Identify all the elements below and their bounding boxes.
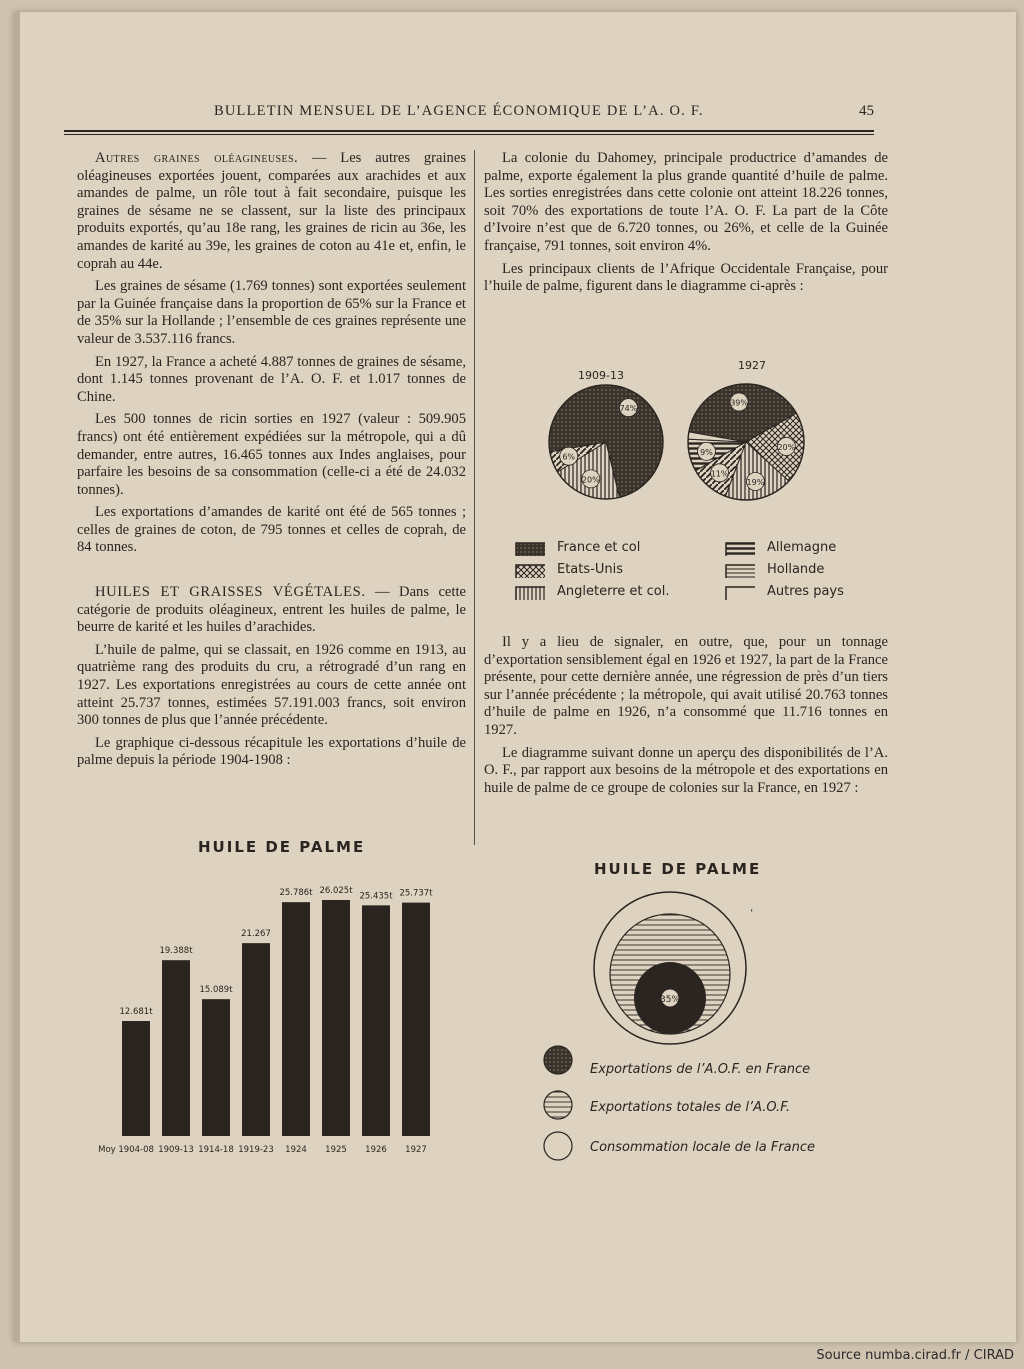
pie-1909-title: 1909-13 xyxy=(578,369,624,382)
bar-chart-title: HUILE DE PALME xyxy=(198,838,366,856)
swatch-exportations-france xyxy=(544,1046,572,1074)
bar-3 xyxy=(242,943,270,1136)
bar-tick-label-2: 1914-18 xyxy=(198,1145,234,1155)
running-header xyxy=(64,103,874,129)
legend-consommation: Consommation locale de la France xyxy=(590,1140,816,1155)
legend-label-autres: Autres pays xyxy=(767,584,844,599)
legend-swatch-etats-unis xyxy=(515,564,545,578)
stray-mark: ‘ xyxy=(750,908,754,919)
left-column xyxy=(77,150,466,775)
bar-chart xyxy=(90,870,450,1160)
paragraph-dahomey: La colonie du Dahomey, principale productrice d’amandes de palme, exporte également la plus grande quantité d’huile de palme. Les sorties enregistrées dans cette colonie ont atteint 18.226 tonnes, soit 70% des exportations de toute l’A. O. F. La part de la Côte d’Ivoire n’est que de 6.720 tonnes, ou 26%, et celle de la Guinée française, 791 tonnes, soit environ 4%. xyxy=(484,150,888,254)
bar-1 xyxy=(162,960,190,1136)
bar-0 xyxy=(122,1021,150,1136)
paragraph-sesame: Les graines de sésame (1.769 tonnes) sont exportées seulement par la Guinée française dans la proportion de 65% sur la France et de 35% sur la Hollande ; l’ensemble de ces graines représente une valeur de 3.537.116 francs. xyxy=(77,278,466,347)
bar-data-label-4: 25.786t xyxy=(279,888,313,899)
bar-5 xyxy=(322,900,350,1136)
paragraph-clients: Les principaux clients de l’Afrique Occidentale Française, pour l’huile de palme, figurent dans le diagramme ci-après : xyxy=(484,260,888,295)
paragraph-diagramme: Le diagramme suivant donne un aperçu des disponibilités de l’A. O. F., par rapport aux besoins de la métropole et des exportations en huile de palme de ce groupe de colonies sur la France, en 1927 : xyxy=(484,744,888,796)
paragraph-huiles-text: — Dans cette catégorie de produits oléagineux, entrent les huiles de palme, le beurre de karité et les huiles d’arachides. xyxy=(77,584,466,636)
bar-tick-label-5: 1925 xyxy=(325,1145,347,1155)
pieB-data-label-3: 11% xyxy=(710,469,729,479)
pie-legend xyxy=(515,538,885,608)
page-number: 45 xyxy=(859,103,874,119)
right-column-top xyxy=(484,150,888,301)
pieB-data-label-4: 9% xyxy=(700,447,713,457)
paragraph-autres-text: — Les autres graines oléagineuses exportées jouent, comparées aux arachides et aux amandes de palme, un rôle tout à fait secondaire, puisque les graines de sésame ne se classent, sur la liste des principaux produits exportés, qu’au 18e rang, les graines de ricin au 36e, les amandes de karité au 39e, les graines de coton au 41e et, enfin, le coprah au 44e. xyxy=(77,150,467,272)
circle-legend-swatches xyxy=(540,1040,580,1170)
bar-tick-label-7: 1927 xyxy=(405,1145,427,1155)
header-title: BULLETIN MENSUEL DE L’AGENCE ÉCONOMIQUE DE L’A. O. F. xyxy=(214,103,704,119)
pieB-data-label-0: 39% xyxy=(730,398,748,408)
bar-data-label-3: 21.267 xyxy=(241,929,271,940)
paragraph-signaler: Il y a lieu de signaler, en outre, que, pour un tonnage d’exportation sensiblement égal en 1926 et 1927, la part de la France présente, pour cette dernière année, une régression de près d’un tiers sur l’année précédente ; la métropole, qui avait utilisé 20.763 tonnes d’huile de palme en 1926, n’a consommé que 11.716 tonnes en 1927. xyxy=(484,634,888,738)
bar-tick-label-1: 1909-13 xyxy=(158,1145,194,1155)
legend-swatch-hollande xyxy=(725,564,755,578)
legend-swatch-angleterre xyxy=(515,586,545,600)
paragraph-graphique: Le graphique ci-dessous récapitule les exportations d’huile de palme depuis la période 1904-1908 : xyxy=(77,734,466,769)
legend-label-france: France et col xyxy=(557,540,641,555)
column-divider xyxy=(474,150,475,845)
pie-charts xyxy=(520,352,890,532)
paragraph-1927: En 1927, la France a acheté 4.887 tonnes de graines de sésame, dont 1.145 tonnes provenant de l’A. O. F. et 1.017 tonnes de Chine. xyxy=(77,353,466,405)
section-title-huiles: HUILES ET GRAISSES VÉGÉTALES. xyxy=(95,584,366,601)
bar-data-label-6: 25.435t xyxy=(359,891,393,902)
pieA-data-label-2: 6% xyxy=(562,452,576,462)
bar-7 xyxy=(402,903,430,1136)
paragraph-ricin: Les 500 tonnes de ricin sorties en 1927 (valeur : 509.905 francs) ont été entièrement expédiées sur la métropole, qui a dû demander, entre autres, 16.465 tonnes aux Indes anglaises, pour parfaire les besoins de sa consommation (celle-ci a été de 24.032 tonnes). xyxy=(77,411,466,498)
legend-label-allemagne: Allemagne xyxy=(767,540,837,555)
source-footer: Source numba.cirad.fr / CIRAD xyxy=(816,1348,1014,1363)
paragraph-huiles xyxy=(77,584,466,637)
bar-data-label-2: 15.089t xyxy=(199,985,233,996)
paragraph-autres xyxy=(77,150,466,273)
circle-chart-title: HUILE DE PALME xyxy=(594,860,762,878)
pieA-data-label-0: 74% xyxy=(619,404,638,414)
bar-data-label-1: 19.388t xyxy=(159,946,193,957)
section-gap xyxy=(77,562,466,584)
legend-swatch-autres xyxy=(725,586,755,600)
legend-exportations-totales: Exportations totales de l’A.O.F. xyxy=(590,1100,791,1115)
legend-label-hollande: Hollande xyxy=(767,562,825,577)
paragraph-karite: Les exportations d’amandes de karité ont été de 565 tonnes ; celles de graines de coton, de 795 tonnes et celles de coprah, de 84 tonnes. xyxy=(77,504,466,556)
circle-data-label: 35% xyxy=(659,995,681,1005)
pieA-data-label-1: 20% xyxy=(581,475,600,485)
bar-4 xyxy=(282,902,310,1136)
bar-data-label-7: 25.737t xyxy=(399,888,433,899)
page-binding-edge xyxy=(14,12,20,1342)
pieB-data-label-2: 19% xyxy=(746,477,765,487)
swatch-exportations-totales xyxy=(544,1091,572,1119)
bar-data-label-0: 12.681t xyxy=(119,1007,153,1018)
bar-data-label-5: 26.025t xyxy=(319,886,353,896)
concentric-circles-chart xyxy=(580,888,780,1053)
legend-swatch-france xyxy=(515,542,545,556)
bar-6 xyxy=(362,905,390,1136)
bar-tick-label-4: 1924 xyxy=(285,1145,307,1155)
bar-tick-label-0: Moy 1904-08 xyxy=(98,1145,154,1155)
bar-2 xyxy=(202,999,230,1136)
header-rule-thin xyxy=(64,134,874,135)
legend-label-etats-unis: Etats-Unis xyxy=(557,562,623,577)
paragraph-palme: L’huile de palme, qui se classait, en 1926 comme en 1913, au quatrième rang des produits du cru, a rétrogradé d’un rang en 1927. Les exportations enregistrées au cours de cette année ont atteint 25.737 tonnes, estimées 57.191.003 francs, soit environ 300 tonnes de plus que l’année précédente. xyxy=(77,641,466,729)
header-rule xyxy=(64,130,874,132)
swatch-consommation xyxy=(544,1132,572,1160)
legend-label-angleterre: Angleterre et col. xyxy=(557,584,670,599)
legend-swatch-allemagne xyxy=(725,542,755,556)
bar-tick-label-3: 1919-23 xyxy=(238,1145,274,1155)
pie-1927-title: 1927 xyxy=(738,359,766,372)
bar-tick-label-6: 1926 xyxy=(365,1145,387,1155)
right-column-middle xyxy=(484,634,888,802)
pieB-data-label-1: 20% xyxy=(777,443,796,453)
section-title-autres: Autres graines oléagineuses. xyxy=(95,150,299,166)
legend-exportations-france: Exportations de l’A.O.F. en France xyxy=(590,1062,811,1077)
